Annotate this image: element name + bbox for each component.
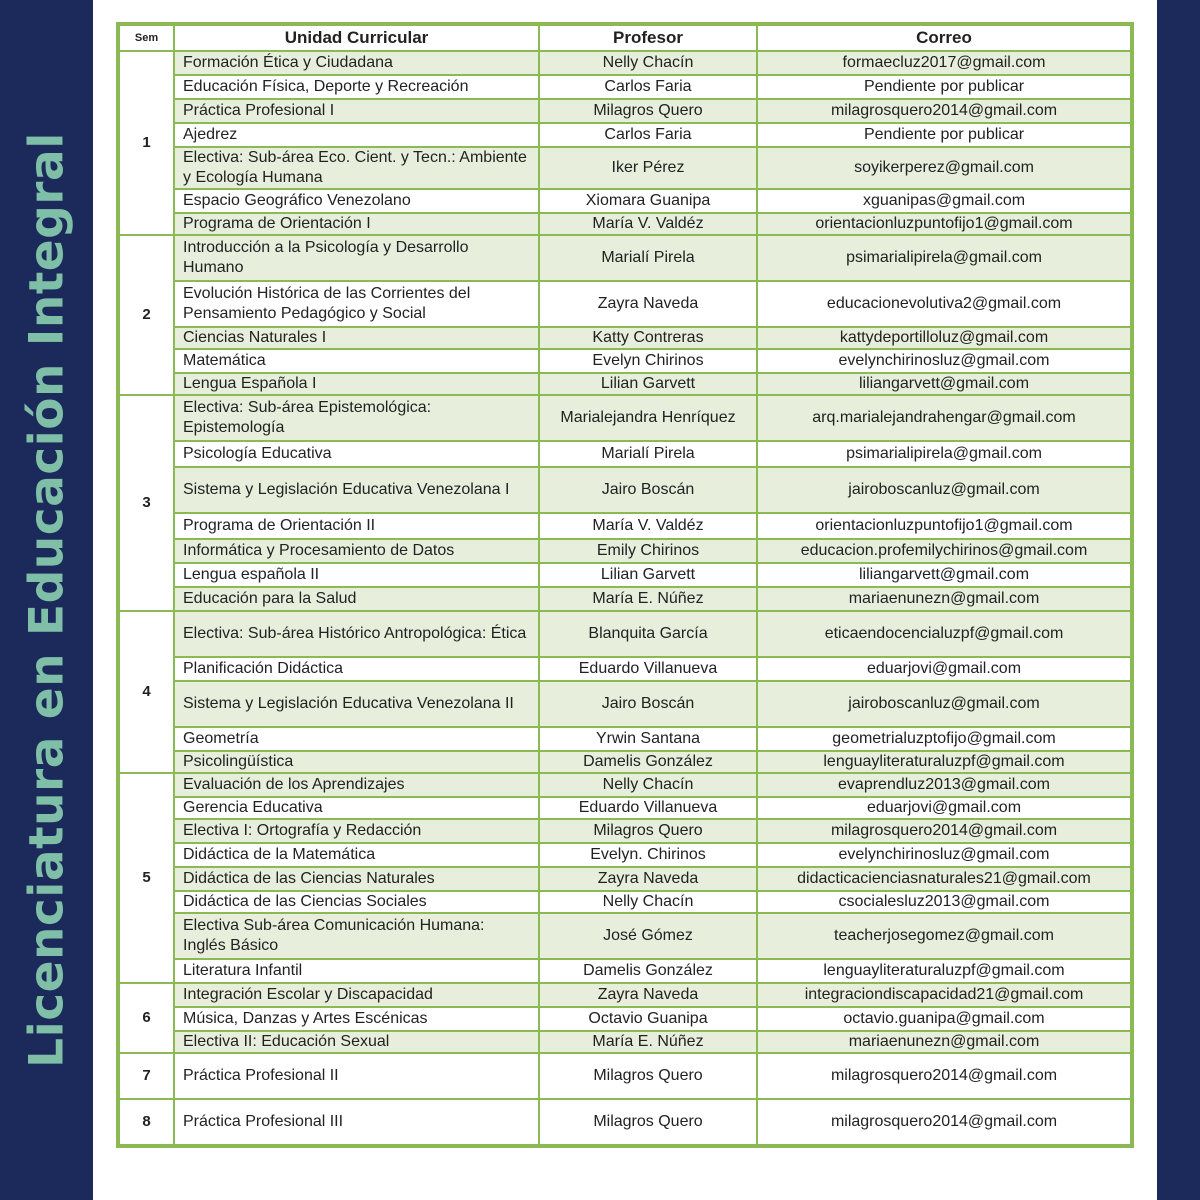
header-email: Correo [757, 25, 1131, 51]
semester-number: 3 [119, 395, 174, 611]
subject-cell: Práctica Profesional II [174, 1053, 539, 1099]
table-row [119, 467, 1131, 513]
email-cell: integraciondiscapacidad21@gmail.com [757, 983, 1131, 1007]
professor-cell: Octavio Guanipa [539, 1007, 757, 1031]
professor-cell: Marialí Pirela [539, 441, 757, 467]
email-cell: milagrosquero2014@gmail.com [757, 819, 1131, 843]
subject-cell: Didáctica de las Ciencias Sociales [174, 891, 539, 913]
subject-cell: Electiva: Sub-área Epistemológica: Epistemología [174, 395, 539, 441]
subject-cell: Didáctica de las Ciencias Naturales [174, 867, 539, 891]
subject-cell: Educación Física, Deporte y Recreación [174, 75, 539, 99]
subject-cell: Geometría [174, 727, 539, 751]
email-cell: kattydeportilloluz@gmail.com [757, 327, 1131, 349]
table-row [119, 1031, 1131, 1053]
email-cell: psimarialipirela@gmail.com [757, 235, 1131, 281]
professor-cell: Lilian Garvett [539, 373, 757, 395]
email-cell: formaecluz2017@gmail.com [757, 51, 1131, 75]
subject-cell: Educación para la Salud [174, 587, 539, 611]
subject-cell: Ajedrez [174, 123, 539, 147]
subject-cell: Planificación Didáctica [174, 657, 539, 681]
table-row [119, 441, 1131, 467]
email-cell: mariaenunezn@gmail.com [757, 1031, 1131, 1053]
subject-cell: Programa de Orientación II [174, 513, 539, 539]
email-cell: xguanipas@gmail.com [757, 189, 1131, 213]
professor-cell: Zayra Naveda [539, 867, 757, 891]
professor-cell: Blanquita García [539, 611, 757, 657]
email-cell: milagrosquero2014@gmail.com [757, 99, 1131, 123]
table-row [119, 563, 1131, 587]
table-row [119, 657, 1131, 681]
professor-cell: Evelyn Chirinos [539, 349, 757, 373]
professor-cell: Lilian Garvett [539, 563, 757, 587]
subject-cell: Didáctica de la Matemática [174, 843, 539, 867]
subject-cell: Informática y Procesamiento de Datos [174, 539, 539, 563]
subject-cell: Psicología Educativa [174, 441, 539, 467]
subject-cell: Lengua española II [174, 563, 539, 587]
professor-cell: Damelis González [539, 959, 757, 983]
semester-number: 6 [119, 983, 174, 1053]
subject-cell: Electiva: Sub-área Eco. Cient. y Tecn.: Ambiente y Ecología Humana [174, 147, 539, 189]
right-border-band [1157, 0, 1200, 1200]
professor-cell: María E. Núñez [539, 1031, 757, 1053]
table-row [119, 1053, 1131, 1099]
email-cell: liliangarvett@gmail.com [757, 373, 1131, 395]
table-row [119, 327, 1131, 349]
subject-cell: Ciencias Naturales I [174, 327, 539, 349]
email-cell: psimarialipirela@gmail.com [757, 441, 1131, 467]
professor-cell: Marialí Pirela [539, 235, 757, 281]
table-row [119, 751, 1131, 773]
semester-number: 4 [119, 611, 174, 773]
table-header-row [119, 25, 1131, 51]
subject-cell: Gerencia Educativa [174, 797, 539, 819]
table-row [119, 373, 1131, 395]
semester-number: 5 [119, 773, 174, 983]
professor-cell: Nelly Chacín [539, 773, 757, 797]
email-cell: Pendiente por publicar [757, 123, 1131, 147]
professor-cell: Jairo Boscán [539, 467, 757, 513]
email-cell: arq.marialejandrahengar@gmail.com [757, 395, 1131, 441]
professor-cell: Emily Chirinos [539, 539, 757, 563]
email-cell: eduarjovi@gmail.com [757, 657, 1131, 681]
professor-cell: Iker Pérez [539, 147, 757, 189]
header-sem: Sem [119, 25, 174, 51]
professor-cell: Carlos Faria [539, 123, 757, 147]
email-cell: orientacionluzpuntofijo1@gmail.com [757, 213, 1131, 235]
table-row [119, 281, 1131, 327]
table-row [119, 727, 1131, 751]
professor-cell: Katty Contreras [539, 327, 757, 349]
table-row [119, 99, 1131, 123]
professor-cell: Carlos Faria [539, 75, 757, 99]
professor-cell: Marialejandra Henríquez [539, 395, 757, 441]
professor-cell: Damelis González [539, 751, 757, 773]
professor-cell: Milagros Quero [539, 1053, 757, 1099]
table-row [119, 189, 1131, 213]
professor-cell: Eduardo Villanueva [539, 797, 757, 819]
email-cell: teacherjosegomez@gmail.com [757, 913, 1131, 959]
table-row [119, 611, 1131, 657]
subject-cell: Electiva: Sub-área Histórico Antropológica: Ética [174, 611, 539, 657]
subject-cell: Evaluación de los Aprendizajes [174, 773, 539, 797]
table-row [119, 867, 1131, 891]
table-row [119, 1007, 1131, 1031]
table-body [119, 51, 1131, 1145]
table-row [119, 395, 1131, 441]
table-row [119, 983, 1131, 1007]
professor-cell: Eduardo Villanueva [539, 657, 757, 681]
semester-number: 2 [119, 235, 174, 395]
email-cell: milagrosquero2014@gmail.com [757, 1053, 1131, 1099]
table-row [119, 235, 1131, 281]
subject-cell: Formación Ética y Ciudadana [174, 51, 539, 75]
professor-cell: José Gómez [539, 913, 757, 959]
table-row [119, 587, 1131, 611]
table-row [119, 539, 1131, 563]
table-row [119, 797, 1131, 819]
table-row [119, 913, 1131, 959]
professor-cell: Nelly Chacín [539, 891, 757, 913]
table-row [119, 1099, 1131, 1145]
table-row [119, 681, 1131, 727]
subject-cell: Música, Danzas y Artes Escénicas [174, 1007, 539, 1031]
table-row [119, 843, 1131, 867]
email-cell: educacion.profemilychirinos@gmail.com [757, 539, 1131, 563]
subject-cell: Práctica Profesional I [174, 99, 539, 123]
subject-cell: Introducción a la Psicología y Desarrollo Humano [174, 235, 539, 281]
professor-cell: María V. Valdéz [539, 513, 757, 539]
email-cell: Pendiente por publicar [757, 75, 1131, 99]
professor-cell: Nelly Chacín [539, 51, 757, 75]
subject-cell: Programa de Orientación I [174, 213, 539, 235]
table-row [119, 773, 1131, 797]
professor-cell: María E. Núñez [539, 587, 757, 611]
semester-number: 7 [119, 1053, 174, 1099]
professor-cell: Xiomara Guanipa [539, 189, 757, 213]
subject-cell: Electiva II: Educación Sexual [174, 1031, 539, 1053]
email-cell: evelynchirinosluz@gmail.com [757, 349, 1131, 373]
table-row [119, 51, 1131, 75]
subject-cell: Sistema y Legislación Educativa Venezolana I [174, 467, 539, 513]
professor-cell: Milagros Quero [539, 1099, 757, 1145]
email-cell: octavio.guanipa@gmail.com [757, 1007, 1131, 1031]
side-title-band [0, 0, 93, 1200]
professor-cell: Yrwin Santana [539, 727, 757, 751]
course-table [118, 24, 1132, 1146]
header-professor: Profesor [539, 25, 757, 51]
subject-cell: Práctica Profesional III [174, 1099, 539, 1145]
professor-cell: Milagros Quero [539, 819, 757, 843]
professor-cell: Zayra Naveda [539, 983, 757, 1007]
subject-cell: Electiva I: Ortografía y Redacción [174, 819, 539, 843]
email-cell: lenguayliteraturaluzpf@gmail.com [757, 751, 1131, 773]
professor-cell: Zayra Naveda [539, 281, 757, 327]
header-subject: Unidad Curricular [174, 25, 539, 51]
table-row [119, 891, 1131, 913]
professor-cell: Jairo Boscán [539, 681, 757, 727]
semester-number: 1 [119, 51, 174, 235]
subject-cell: Psicolingüística [174, 751, 539, 773]
email-cell: mariaenunezn@gmail.com [757, 587, 1131, 611]
email-cell: orientacionluzpuntofijo1@gmail.com [757, 513, 1131, 539]
table-row [119, 819, 1131, 843]
email-cell: milagrosquero2014@gmail.com [757, 1099, 1131, 1145]
email-cell: liliangarvett@gmail.com [757, 563, 1131, 587]
email-cell: eticaendocencialuzpf@gmail.com [757, 611, 1131, 657]
email-cell: geometrialuzptofijo@gmail.com [757, 727, 1131, 751]
email-cell: educacionevolutiva2@gmail.com [757, 281, 1131, 327]
email-cell: jairoboscanluz@gmail.com [757, 467, 1131, 513]
semester-number: 8 [119, 1099, 174, 1145]
subject-cell: Literatura Infantil [174, 959, 539, 983]
subject-cell: Lengua Española I [174, 373, 539, 395]
subject-cell: Integración Escolar y Discapacidad [174, 983, 539, 1007]
email-cell: evaprendluz2013@gmail.com [757, 773, 1131, 797]
professor-cell: Milagros Quero [539, 99, 757, 123]
table-row [119, 349, 1131, 373]
table-row [119, 147, 1131, 189]
email-cell: didacticacienciasnaturales21@gmail.com [757, 867, 1131, 891]
email-cell: lenguayliteraturaluzpf@gmail.com [757, 959, 1131, 983]
subject-cell: Espacio Geográfico Venezolano [174, 189, 539, 213]
subject-cell: Electiva Sub-área Comunicación Humana: Inglés Básico [174, 913, 539, 959]
email-cell: evelynchirinosluz@gmail.com [757, 843, 1131, 867]
program-title: Licenciatura en Educación Integral [19, 132, 74, 1068]
email-cell: jairoboscanluz@gmail.com [757, 681, 1131, 727]
subject-cell: Evolución Histórica de las Corrientes del Pensamiento Pedagógico y Social [174, 281, 539, 327]
table-row [119, 513, 1131, 539]
table-row [119, 123, 1131, 147]
table-row [119, 75, 1131, 99]
email-cell: soyikerperez@gmail.com [757, 147, 1131, 189]
professor-cell: Evelyn. Chirinos [539, 843, 757, 867]
table-row [119, 959, 1131, 983]
professor-cell: María V. Valdéz [539, 213, 757, 235]
email-cell: eduarjovi@gmail.com [757, 797, 1131, 819]
email-cell: csocialesluz2013@gmail.com [757, 891, 1131, 913]
subject-cell: Matemática [174, 349, 539, 373]
subject-cell: Sistema y Legislación Educativa Venezolana II [174, 681, 539, 727]
table-row [119, 213, 1131, 235]
